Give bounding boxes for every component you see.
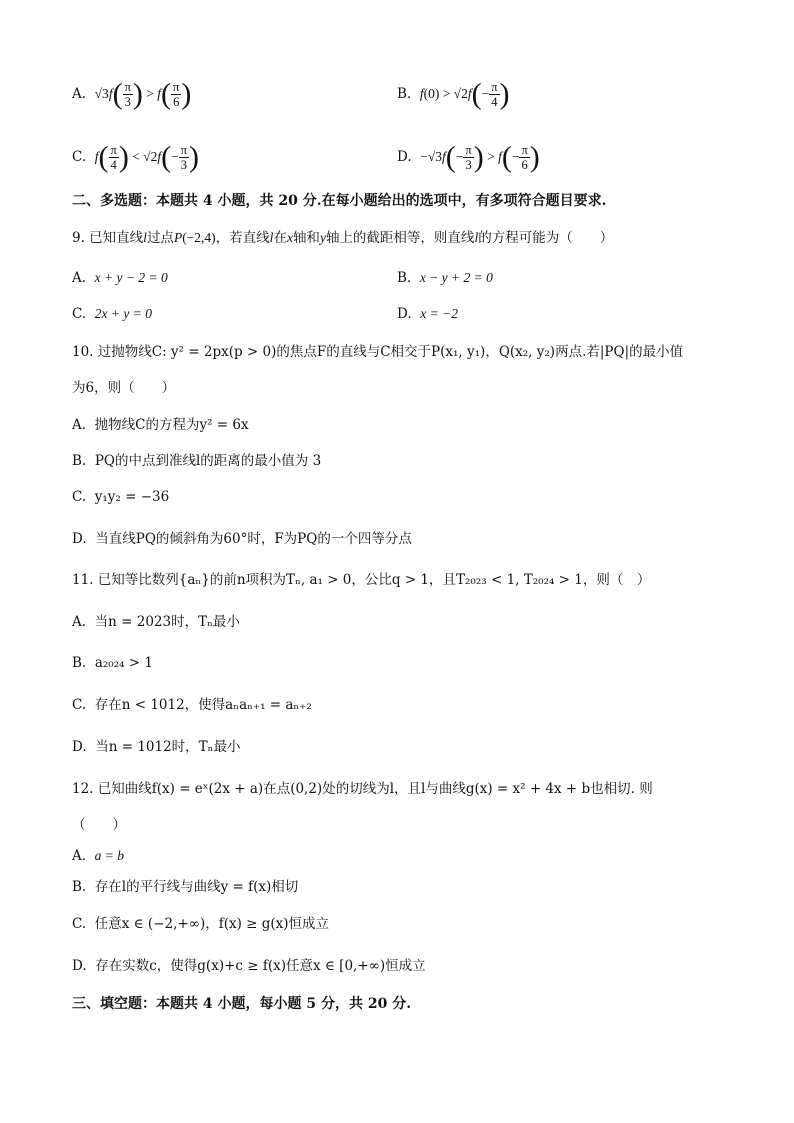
q8-option-c: C. f( $\frac{\pi}{4}$ ) < √2f(− $\frac{\pi}{3}$ ) — [72, 140, 200, 174]
section-heading-multiple-choice: 二、多选题：本题共 4 小题，共 20 分.在每小题给出的选项中，有多项符合题目要求. — [72, 193, 607, 209]
q12-stem-line2: （ ） — [72, 817, 126, 833]
option-label: A. — [72, 86, 87, 102]
q11-option-b: B. a₂₀₂₄ > 1 — [72, 655, 153, 671]
q8-option-b: B. f(0) > √2f(− $\frac{\pi}{4}$ ) — [397, 77, 510, 111]
q9-option-d: D. x = −2 — [397, 306, 458, 322]
q10-option-d: D. 当直线PQ的倾斜角为60°时，F为PQ的一个四等分点 — [72, 531, 412, 547]
q8-option-a: A. √3f( $\frac{\pi}{3}$ ) > f( $\frac{\pi}{6}$ ) — [72, 77, 192, 111]
option-label: D. — [397, 149, 412, 165]
section-heading-fill-in: 三、填空题：本题共 4 小题，每小题 5 分，共 20 分. — [72, 996, 412, 1012]
option-label: B. — [397, 86, 412, 102]
q12-option-b: B. 存在l的平行线与曲线y = f(x)相切 — [72, 879, 299, 895]
q11-option-d: D. 当n = 1012时，Tₙ最小 — [72, 739, 241, 755]
q8-option-d: D. −√3f(− $\frac{\pi}{3}$ ) > f(− $\frac{\pi}{6}$ ) — [397, 140, 540, 174]
q9-option-c: C. 2x + y = 0 — [72, 306, 152, 322]
q9-option-b: B. x − y + 2 = 0 — [397, 270, 493, 286]
q9-option-a: A. x + y − 2 = 0 — [72, 270, 168, 286]
q11-stem: 11. 已知等比数列{aₙ}的前n项积为Tₙ, a₁ > 0，公比q > 1，且T₂₀₂₃ < 1, T₂₀₂₄ > 1，则（ ） — [72, 572, 651, 588]
q11-option-c: C. 存在n < 1012，使得aₙaₙ₊₁ = aₙ₊₂ — [72, 697, 312, 713]
q9-stem: 9. 已知直线l过点P(−2,4)，若直线l在x轴和y轴上的截距相等，则直线l的方程可能为（ ） — [72, 230, 614, 246]
q10-stem-line2: 为6，则（ ） — [72, 380, 176, 396]
q12-option-a: A. a = b — [72, 848, 125, 864]
q12-stem-line1: 12. 已知曲线f(x) = eˣ(2x + a)在点(0,2)处的切线为l，且l与曲线g(x) = x² + 4x + b也相切. 则 — [72, 781, 653, 797]
q10-option-a: A. 抛物线C的方程为y² = 6x — [72, 417, 249, 433]
q12-option-c: C. 任意x ∈ (−2,+∞)，f(x) ≥ g(x)恒成立 — [72, 916, 330, 932]
q12-option-d: D. 存在实数c，使得g(x)+c ≥ f(x)任意x ∈ [0,+∞)恒成立 — [72, 958, 426, 974]
q10-option-c: C. y₁y₂ = −36 — [72, 489, 170, 505]
q10-stem-line1: 10. 过抛物线C: y² = 2px(p > 0)的焦点F的直线与C相交于P(x₁, y₁)，Q(x₂, y₂)两点.若|PQ|的最小值 — [72, 344, 684, 360]
q11-option-a: A. 当n = 2023时，Tₙ最小 — [72, 614, 240, 630]
option-label: C. — [72, 149, 87, 165]
q10-option-b: B. PQ的中点到准线l的距离的最小值为 3 — [72, 453, 322, 469]
